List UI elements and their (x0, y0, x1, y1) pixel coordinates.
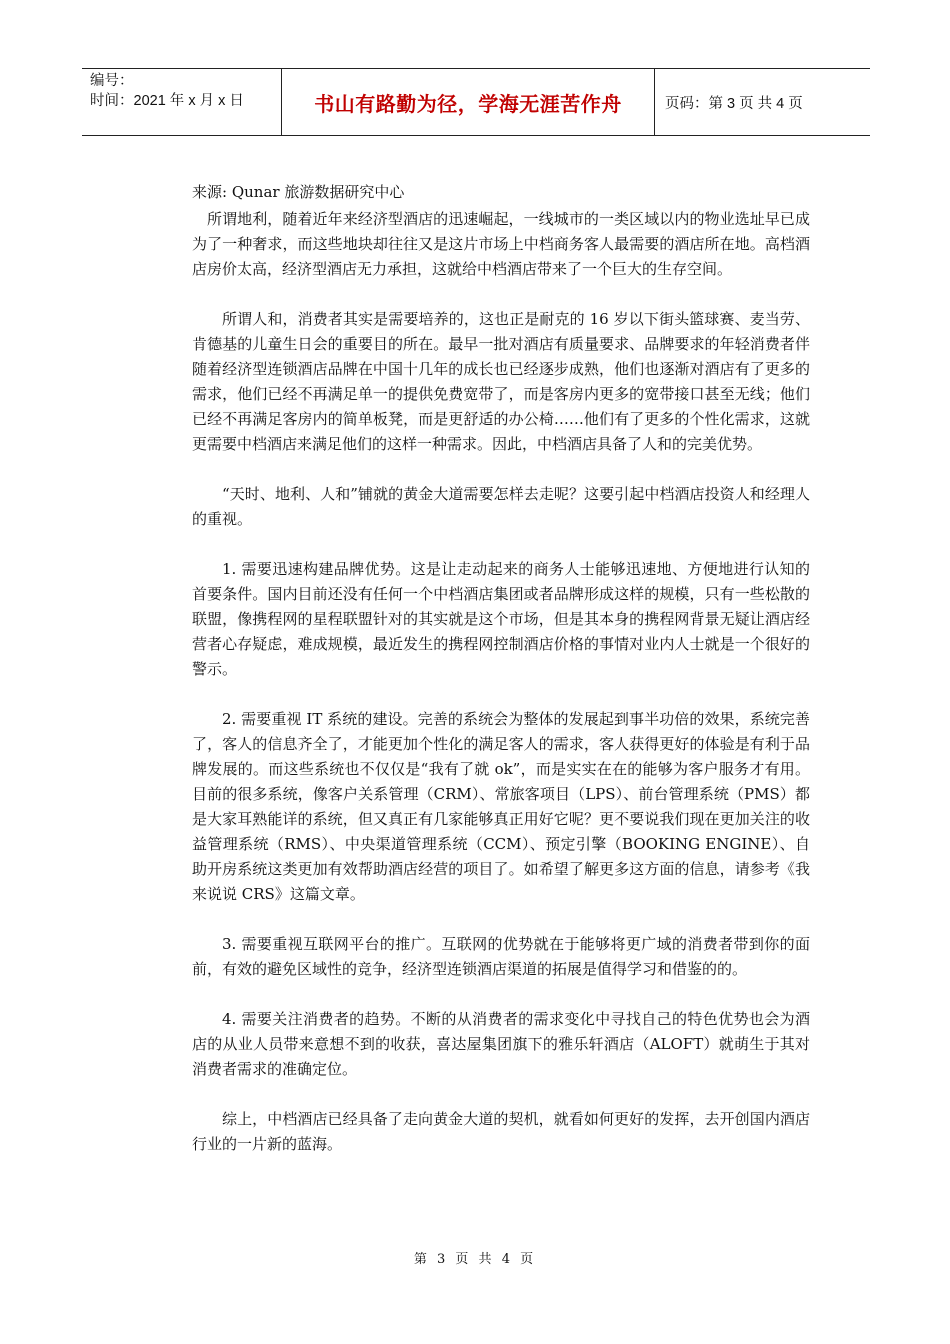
paragraph-golden-road: “天时、地利、人和”铺就的黄金大道需要怎样去走呢？这要引起中档酒店投资人和经理人的重视。 (192, 485, 810, 528)
document-number-label: 编号： (90, 73, 134, 89)
paragraph-point-2-it-systems: 2. 需要重视 IT 系统的建设。完善的系统会为整体的发展起到事半功倍的效果，系统完善了，客人的信息齐全了，才能更加个性化的满足客人的需求，客人获得更好的体验是有利于品牌发展的。而这些系统也不仅仅是“我有了就 ok”，而是实实在在的能够为客户服务才有用。目前的很多系统，像客户关系管理（CRM）、常旅客项目（LPS）、前台管理系统（PMS）都是大家耳熟能详的系统，但又真正有几家能够真正用好它呢？更不要说我们现在更加关注的收益管理系统（RMS）、中央渠道管理系统（CCM）、预定引擎（BOOKING ENGINE）、自助开房系统这类更加有效帮助酒店经营的项目了。如希望了解更多这方面的信息，请参考《我来说说 CRS》这篇文章。 (192, 710, 810, 903)
paragraph-people-advantage: 所谓人和，消费者其实是需要培养的，这也正是耐克的 16 岁以下街头篮球赛、麦当劳、肯德基的儿童生日会的重要目的所在。最早一批对酒店有质量要求、品牌要求的年轻消费者伴随着经济型连锁酒店品牌在中国十几年的成长也已经逐步成熟，他们也逐渐对酒店有了更多的需求，他们已经不再满足单一的提供免费宽带了，而是客房内更多的宽带接口甚至无线；他们已经不再满足客房内的简单板凳，而是更舒适的办公椅……他们有了更多的个性化需求，这就更需要中档酒店来满足他们的这样一种需求。因此，中档酒店具备了人和的完美优势。 (192, 310, 810, 453)
paragraph-location-advantage: 所谓地利，随着近年来经济型酒店的迅速崛起，一线城市的一类区域以内的物业选址早已成为了一种奢求，而这些地块却往往又是这片市场上中档商务客人最需要的酒店所在地。高档酒店房价太高，经济型酒店无力承担，这就给中档酒店带来了一个巨大的生存空间。 (192, 210, 810, 278)
page-header (82, 68, 870, 136)
source-line: 来源: Qunar 旅游数据研究中心 (192, 183, 405, 201)
document-body (192, 180, 810, 1182)
header-meta (82, 69, 282, 135)
paragraph-conclusion: 综上，中档酒店已经具备了走向黄金大道的契机，就看如何更好的发挥，去开创国内酒店行业的一片新的蓝海。 (192, 1110, 810, 1153)
header-motto-cell (282, 69, 655, 135)
paragraph-point-3-internet: 3. 需要重视互联网平台的推广。互联网的优势就在于能够将更广域的消费者带到你的面前，有效的避免区域性的竞争，经济型连锁酒店渠道的拓展是值得学习和借鉴的的。 (192, 935, 810, 978)
document-date-label: 时间：2021 年 x 月 x 日 (90, 93, 244, 109)
header-page-info: 页码：第 3 页 共 4 页 (665, 95, 803, 112)
header-page-info-cell (655, 69, 870, 135)
paragraph-point-4-consumer-trends: 4. 需要关注消费者的趋势。不断的从消费者的需求变化中寻找自己的特色优势也会为酒店的从业人员带来意想不到的收获，喜达屋集团旗下的雅乐轩酒店（ALOFT）就萌生于其对消费者需求的准确定位。 (192, 1010, 810, 1078)
paragraph-point-1-brand: 1. 需要迅速构建品牌优势。这是让走动起来的商务人士能够迅速地、方便地进行认知的首要条件。国内目前还没有任何一个中档酒店集团或者品牌形成这样的规模，只有一些松散的联盟，像携程网的星程联盟针对的其实就是这个市场，但是其本身的携程网背景无疑让酒店经营者心存疑虑，难成规模，最近发生的携程网控制酒店价格的事情对业内人士就是一个很好的警示。 (192, 560, 810, 678)
header-motto: 书山有路勤为径，学海无涯苦作舟 (314, 91, 622, 116)
page-footer: 第 3 页 共 4 页 (413, 1252, 537, 1267)
